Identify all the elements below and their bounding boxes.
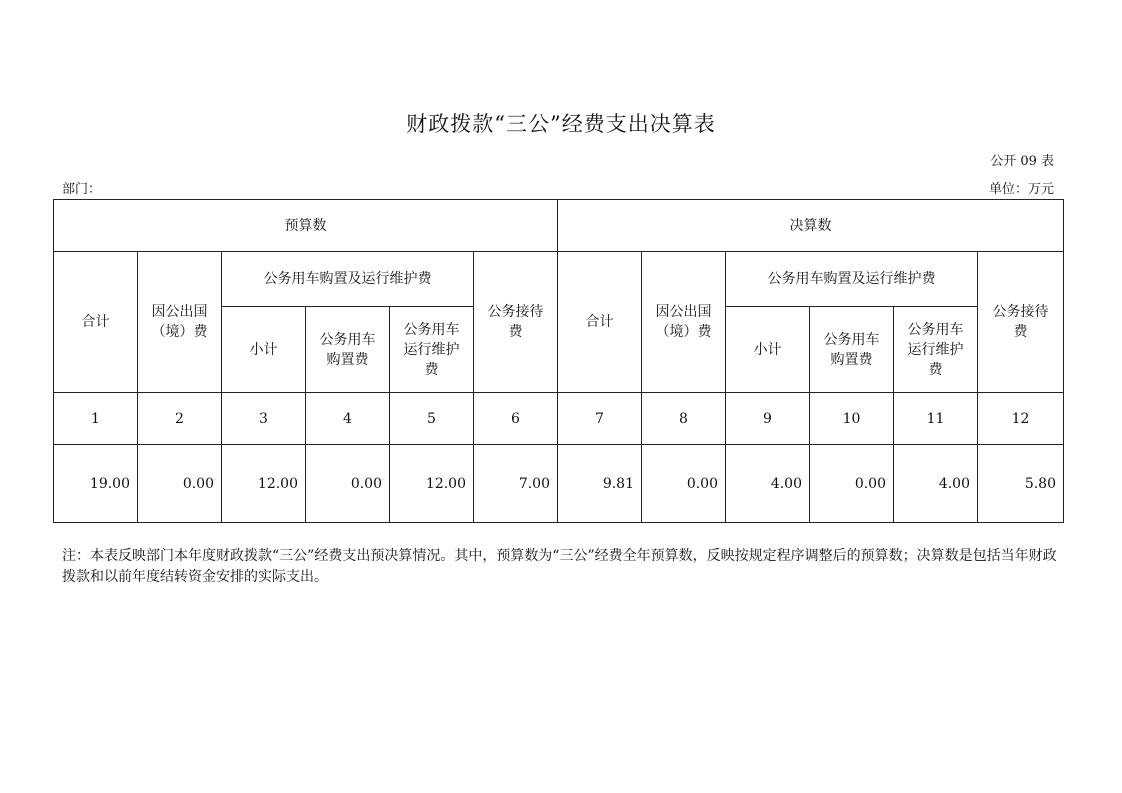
column-number: 1 <box>54 393 138 445</box>
final-subtotal-header: 小计 <box>726 307 810 393</box>
value-cell: 0.00 <box>642 445 726 523</box>
budget-reception-header: 公务接待 费 <box>474 252 558 393</box>
value-cell: 0.00 <box>138 445 222 523</box>
column-number: 11 <box>894 393 978 445</box>
value-cell: 0.00 <box>810 445 894 523</box>
final-vehicle-purchase-header: 公务用车 购置费 <box>810 307 894 393</box>
column-number: 8 <box>642 393 726 445</box>
value-cell: 9.81 <box>558 445 642 523</box>
value-cell: 5.80 <box>978 445 1064 523</box>
department-label: 部门： <box>62 182 102 197</box>
final-vehicle-run-header: 公务用车 运行维护 费 <box>894 307 978 393</box>
final-header: 决算数 <box>558 200 1064 252</box>
column-number: 9 <box>726 393 810 445</box>
page-title: 财政拨款“三公”经费支出决算表 <box>406 112 716 136</box>
value-cell: 12.00 <box>390 445 474 523</box>
budget-vehicle-run-header: 公务用车 运行维护 费 <box>390 307 474 393</box>
column-number: 12 <box>978 393 1064 445</box>
budget-total-header: 合计 <box>54 252 138 393</box>
budget-header: 预算数 <box>54 200 558 252</box>
column-number: 10 <box>810 393 894 445</box>
value-cell: 19.00 <box>54 445 138 523</box>
value-cell: 4.00 <box>894 445 978 523</box>
column-number: 7 <box>558 393 642 445</box>
unit-label: 单位：万元 <box>988 182 1054 197</box>
budget-abroad-header: 因公出国 （境）费 <box>138 252 222 393</box>
column-number: 2 <box>138 393 222 445</box>
expenditure-table <box>53 199 1064 523</box>
value-cell: 4.00 <box>726 445 810 523</box>
column-number: 5 <box>390 393 474 445</box>
value-cell: 7.00 <box>474 445 558 523</box>
final-total-header: 合计 <box>558 252 642 393</box>
value-row <box>54 445 1064 523</box>
final-reception-header: 公务接待 费 <box>978 252 1064 393</box>
final-vehicle-header: 公务用车购置及运行维护费 <box>726 252 978 307</box>
column-number-row <box>54 393 1064 445</box>
value-cell: 0.00 <box>306 445 390 523</box>
column-number: 3 <box>222 393 306 445</box>
budget-subtotal-header: 小计 <box>222 307 306 393</box>
column-number: 6 <box>474 393 558 445</box>
budget-vehicle-header: 公务用车购置及运行维护费 <box>222 252 474 307</box>
value-cell: 12.00 <box>222 445 306 523</box>
form-code: 公开 09 表 <box>990 154 1054 169</box>
column-number: 4 <box>306 393 390 445</box>
final-abroad-header: 因公出国 （境）费 <box>642 252 726 393</box>
footnote: 注：本表反映部门本年度财政拨款“三公”经费支出预决算情况。其中，预算数为“三公”经费全年预算数，反映按规定程序调整后的预算数；决算数是包括当年财政拨款和以前年度结转资金安排的实际支出。 <box>62 548 1057 585</box>
budget-vehicle-purchase-header: 公务用车 购置费 <box>306 307 390 393</box>
